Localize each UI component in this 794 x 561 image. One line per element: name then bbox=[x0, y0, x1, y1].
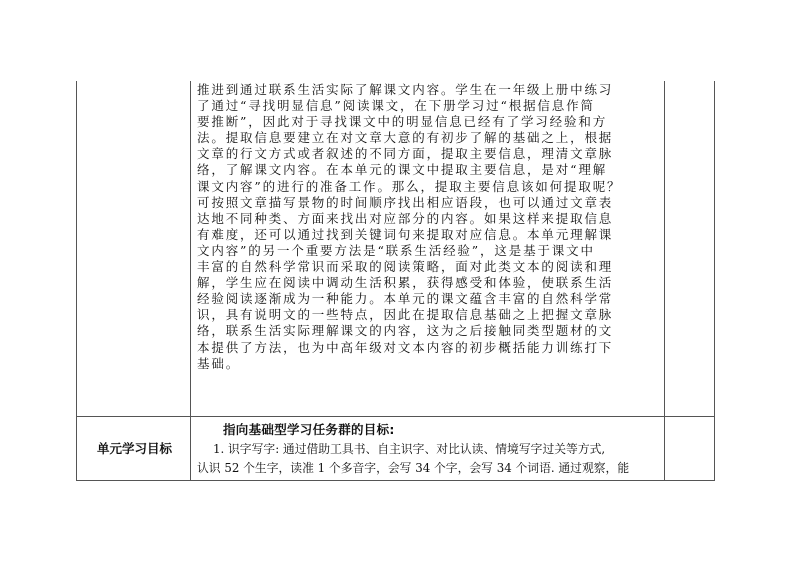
text-line: 要推断”，因此对于寻找课文中的明显信息已经有了学习经验和方 bbox=[197, 114, 608, 130]
text-line: 本提供了方法，也为中高年级对文本内容的初步概括能力训练打下 bbox=[197, 339, 614, 355]
table-column-divider-2 bbox=[664, 81, 665, 481]
text-line: 达地不同种类、方面来找出对应部分的内容。如果这样来提取信息 bbox=[197, 210, 614, 226]
text-line: 可按照文章描写景物的时间顺序找出相应语段，也可以通过文章表 bbox=[197, 194, 614, 210]
row-divider bbox=[76, 416, 715, 417]
text-line: 识，具有说明文的一些特点，因此在提取信息基础之上把握文章脉 bbox=[197, 307, 614, 323]
unit-goals-cell bbox=[197, 420, 663, 479]
text-line: 文章的行文方式或者叙述的不同方面，提取主要信息，理清文章脉 bbox=[197, 146, 614, 162]
text-line: 基础。 bbox=[197, 355, 241, 371]
unit-goals-label: 单元学习目标 bbox=[96, 441, 172, 456]
table-column-divider-1 bbox=[190, 81, 191, 481]
text-line: 丰富的自然科学常识而采取的阅读策略，面对此类文本的阅读和理 bbox=[197, 259, 614, 275]
table-border-right bbox=[714, 81, 715, 481]
text-line: 络，联系生活实际理解课文的内容，这为之后接触同类型题材的文 bbox=[197, 323, 614, 339]
unit-analysis-text bbox=[197, 82, 655, 372]
text-line: 了通过“寻找明显信息”阅读课文，在下册学习过“根据信息作简 bbox=[197, 98, 595, 114]
table-border-left bbox=[76, 81, 77, 481]
text-line: 有难度，还可以通过找到关键词句来提取对应信息。本单元理解课 bbox=[197, 226, 614, 242]
text-line: 经验阅读逐渐成为一种能力。本单元的课文蕴含丰富的自然科学常 bbox=[197, 291, 614, 307]
text-line: 法。提取信息要建立在对文章大意的有初步了解的基础之上，根据 bbox=[197, 130, 614, 146]
table-border-bottom bbox=[76, 480, 715, 481]
text-line: 课文内容”的进行的准备工作。那么，提取主要信息该如何提取呢？ bbox=[197, 178, 622, 194]
unit-goals-heading: 指向基础型学习任务群的目标: bbox=[223, 422, 395, 437]
text-line: 推进到通过联系生活实际了解课文内容。学生在一年级上册中练习 bbox=[197, 82, 614, 97]
text-line: 解，学生应在阅读中调动生活积累，获得感受和体验，使联系生活 bbox=[197, 275, 614, 291]
text-line: 络，了解课文内容。在本单元的课文中提取主要信息，是对“理解 bbox=[197, 162, 608, 178]
text-line: 文内容”的另一个重要方法是“联系生活经验”，这是基于课文中 bbox=[197, 242, 595, 258]
goal-line: 1. 识字写字: 通过借助工具书、自主识字、对比认读、情境写字过关等方式, bbox=[213, 441, 606, 456]
goal-line: 认识 52 个生字，读准 1 个多音字，会写 34 个字，会写 34 个词语. 通过观察，能 bbox=[197, 461, 630, 475]
